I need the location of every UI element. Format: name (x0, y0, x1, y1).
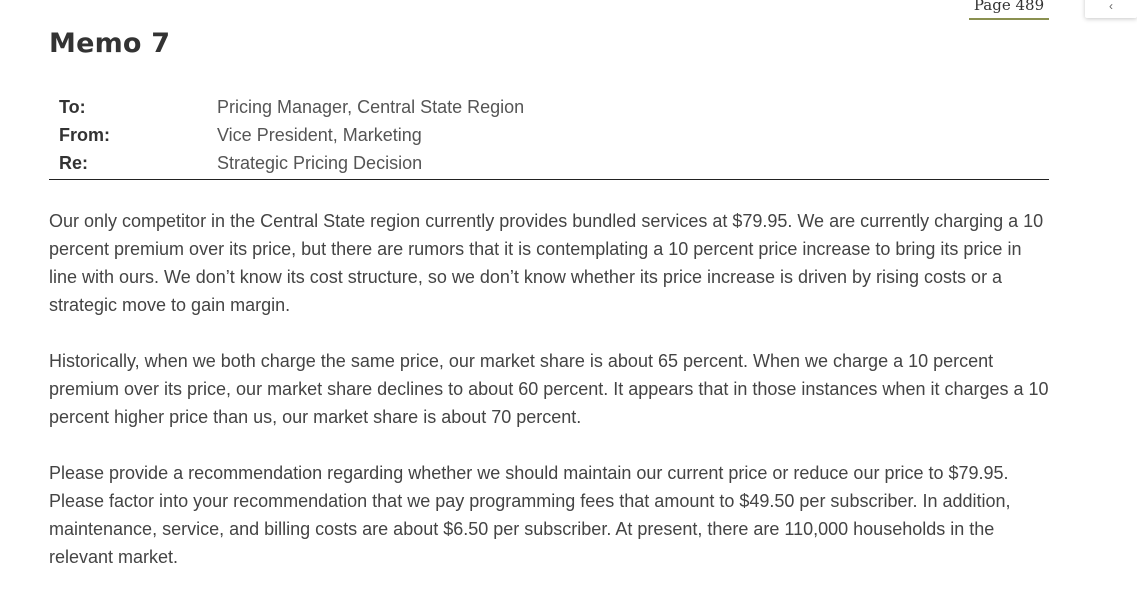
memo-paragraph: Our only competitor in the Central State region currently provides bundled services at $79.95. We are currently charging a 10 percent premium over its price, but there are rumors that it is contemplating a 10 percent price increase to bring its price in line with ours. We don’t know its cost structure, so we don’t know whether its price increase is driven by rising costs or a strategic move to gain margin. (49, 211, 1044, 315)
chevron-left-icon: ‹ (1109, 0, 1113, 13)
memo-header-to (49, 93, 1049, 121)
header-value: Strategic Pricing Decision (217, 152, 423, 173)
memo-paragraph: Please provide a recommendation regarding whether we should maintain our current price or reduce our price to $79.95. Please factor into your recommendation that we pay programming fees that amount to $49.50 per subscriber. In addition, maintenance, service, and billing costs are about $6.50 per subscriber. At present, there are 110,000 households in the relevant market. (49, 463, 1011, 567)
memo-header (49, 93, 1049, 180)
page-number: Page 489 (969, 0, 1049, 20)
memo-header-re (49, 149, 1049, 177)
header-label: Re: (59, 152, 89, 173)
memo-body (49, 207, 1049, 599)
header-label: From: (59, 124, 110, 145)
memo-paragraph: Historically, when we both charge the same price, our market share is about 65 percent. When we charge a 10 percent premium over its price, our market share declines to about 60 percent. It appears that in those instances when it charges a 10 percent higher price than us, our market share is about 70 percent. (49, 351, 1049, 427)
side-panel-tab[interactable] (1085, 0, 1137, 18)
memo-header-from (49, 121, 1049, 149)
header-value: Vice President, Marketing (217, 124, 422, 145)
header-value: Pricing Manager, Central State Region (217, 96, 525, 117)
memo-title: Memo 7 (49, 28, 171, 59)
header-label: To: (59, 96, 86, 117)
